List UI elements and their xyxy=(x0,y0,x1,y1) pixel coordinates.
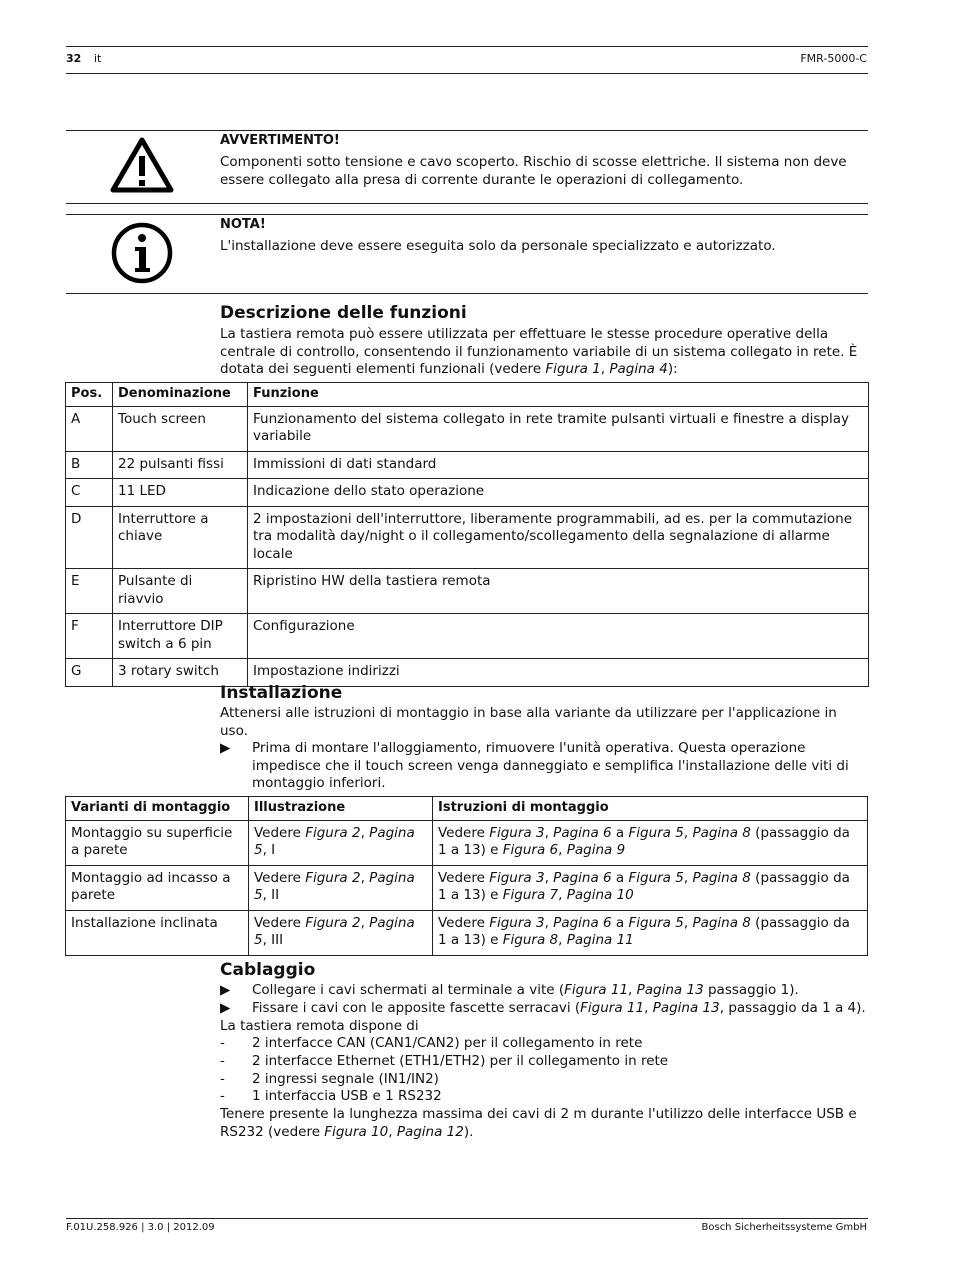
function-cell: Indicazione dello stato operazione xyxy=(248,479,869,507)
wiring-note: Tenere presente la lunghezza massima dei cavi di 2 m durante l'utilizzo delle interfacce USB e RS232 (vedere Figura 10, Pagina 12). xyxy=(220,1106,857,1140)
position-cell: E xyxy=(66,569,113,614)
wiring-bullet-1 xyxy=(220,982,868,1000)
function-cell: Immissioni di dati standard xyxy=(248,451,869,479)
instructions-cell: Vedere Figura 3, Pagina 6 a Figura 5, Pagina 8 (passaggio da 1 a 13) e Figura 7, Pagina 10 xyxy=(433,865,868,910)
warning-title: AVVERTIMENTO! xyxy=(220,133,340,148)
note-top-rule xyxy=(66,214,868,215)
wiring-bullet-2 xyxy=(220,1000,868,1018)
list-item: - 2 interfacce CAN (CAN1/CAN2) per il collegamento in rete xyxy=(220,1035,643,1051)
instructions-cell: Vedere Figura 3, Pagina 6 a Figura 5, Pagina 8 (passaggio da 1 a 13) e Figura 6, Pagina 9 xyxy=(433,820,868,865)
position-cell: D xyxy=(66,506,113,569)
installation-bullet xyxy=(220,740,868,793)
note-bottom-rule xyxy=(66,293,868,294)
bullet-arrow-icon: ▶ xyxy=(220,740,231,756)
table-row xyxy=(66,479,869,507)
language-code: it xyxy=(94,52,102,65)
column-header: Varianti di montaggio xyxy=(66,797,249,821)
position-cell: B xyxy=(66,451,113,479)
table-row xyxy=(66,910,868,955)
table-row xyxy=(66,614,869,659)
table-row xyxy=(66,506,869,569)
name-cell: Interruttore a chiave xyxy=(113,506,248,569)
name-cell: 3 rotary switch xyxy=(113,659,248,687)
variant-cell: Montaggio ad incasso a parete xyxy=(66,865,249,910)
position-cell: G xyxy=(66,659,113,687)
column-header: Istruzioni di montaggio xyxy=(433,797,868,821)
table-row xyxy=(66,659,869,687)
table-row xyxy=(66,820,868,865)
name-cell: 11 LED xyxy=(113,479,248,507)
figure-reference: Figura 1 xyxy=(545,361,601,377)
column-header: Pos. xyxy=(66,383,113,407)
name-cell: Pulsante di riavvio xyxy=(113,569,248,614)
function-cell: 2 impostazioni dell'interruttore, liberamente programmabili, ad es. per la commutazione tra modalità day/night o il collegamento/scollegamento della segnalazione di allarme locale xyxy=(248,506,869,569)
list-item: - 2 interfacce Ethernet (ETH1/ETH2) per il collegamento in rete xyxy=(220,1053,669,1069)
function-cell: Funzionamento del sistema collegato in rete tramite pulsanti virtuali e finestre a display variabile xyxy=(248,406,869,451)
list-item: - 1 interfaccia USB e 1 RS232 xyxy=(220,1088,442,1104)
illustration-cell: Vedere Figura 2, Pagina 5, I xyxy=(249,820,433,865)
bullet-arrow-icon: ▶ xyxy=(220,982,231,998)
function-cell: Configurazione xyxy=(248,614,869,659)
position-cell: C xyxy=(66,479,113,507)
functions-intro: La tastiera remota può essere utilizzata per effettuare le stesse procedure operative della centrale di controllo, consentendo il funzionamento variabile di un sistema collegato in rete. È dotata dei seguenti elementi funzionali (vedere Figura 1, Pagina 4): xyxy=(220,326,858,377)
name-cell: 22 pulsanti fissi xyxy=(113,451,248,479)
functions-table xyxy=(65,382,869,687)
document-code: FMR-5000-C xyxy=(800,52,867,65)
warning-bottom-rule xyxy=(66,203,868,204)
function-cell: Impostazione indirizzi xyxy=(248,659,869,687)
info-icon xyxy=(110,221,174,285)
footer-company: Bosch Sicherheitssysteme GmbH xyxy=(701,1222,867,1233)
column-header: Funzione xyxy=(248,383,869,407)
bullet-text: Collegare i cavi schermati al terminale a vite (Figura 11, Pagina 13 passaggio 1). xyxy=(252,982,799,998)
warning-text: Componenti sotto tensione e cavo scoperto. Rischio di scosse elettriche. Il sistema non deve essere collegato alla presa di corrente durante le operazioni di collegamento. xyxy=(220,154,847,188)
mounting-table xyxy=(65,796,868,956)
installation-intro: Attenersi alle istruzioni di montaggio in base alla variante da utilizzare per l'applicazione in uso. xyxy=(220,705,837,739)
note-text: L'installazione deve essere eseguita solo da personale specializzato e autorizzato. xyxy=(220,238,776,254)
bullet-text: Fissare i cavi con le apposite fascette serracavi (Figura 11, Pagina 13, passaggio da 1 a 4). xyxy=(252,1000,866,1016)
table-header-row xyxy=(66,797,868,821)
page-reference: Pagina 4 xyxy=(609,361,668,377)
function-cell: Ripristino HW della tastiera remota xyxy=(248,569,869,614)
table-row xyxy=(66,451,869,479)
column-header: Illustrazione xyxy=(249,797,433,821)
table-row xyxy=(66,865,868,910)
page-number: 32 xyxy=(66,52,82,65)
list-item: - 2 ingressi segnale (IN1/IN2) xyxy=(220,1071,439,1087)
illustration-cell: Vedere Figura 2, Pagina 5, III xyxy=(249,910,433,955)
table-row xyxy=(66,569,869,614)
name-cell: Interruttore DIP switch a 6 pin xyxy=(113,614,248,659)
name-cell: Touch screen xyxy=(113,406,248,451)
warning-triangle-icon xyxy=(109,136,175,194)
header-top-rule xyxy=(66,46,868,47)
variant-cell: Installazione inclinata xyxy=(66,910,249,955)
header-bottom-rule xyxy=(66,73,868,74)
wiring-lead: La tastiera remota dispone di xyxy=(220,1018,419,1034)
variant-cell: Montaggio su superficie a parete xyxy=(66,820,249,865)
footer-rule xyxy=(66,1218,868,1219)
functions-heading: Descrizione delle funzioni xyxy=(220,303,467,323)
bullet-text: Prima di montare l'alloggiamento, rimuovere l'unità operativa. Questa operazione impedisce che il touch screen venga danneggiato e semplifica l'installazione delle viti di montaggio inferiori. xyxy=(252,740,849,791)
installation-heading: Installazione xyxy=(220,683,343,703)
column-header: Denominazione xyxy=(113,383,248,407)
warning-top-rule xyxy=(66,130,868,131)
illustration-cell: Vedere Figura 2, Pagina 5, II xyxy=(249,865,433,910)
footer-document-info: F.01U.258.926 | 3.0 | 2012.09 xyxy=(66,1222,215,1233)
note-title: NOTA! xyxy=(220,217,266,232)
position-cell: F xyxy=(66,614,113,659)
instructions-cell: Vedere Figura 3, Pagina 6 a Figura 5, Pagina 8 (passaggio da 1 a 13) e Figura 8, Pagina 11 xyxy=(433,910,868,955)
wiring-heading: Cablaggio xyxy=(220,960,316,980)
table-row xyxy=(66,406,869,451)
table-header-row xyxy=(66,383,869,407)
bullet-arrow-icon: ▶ xyxy=(220,1000,231,1016)
position-cell: A xyxy=(66,406,113,451)
